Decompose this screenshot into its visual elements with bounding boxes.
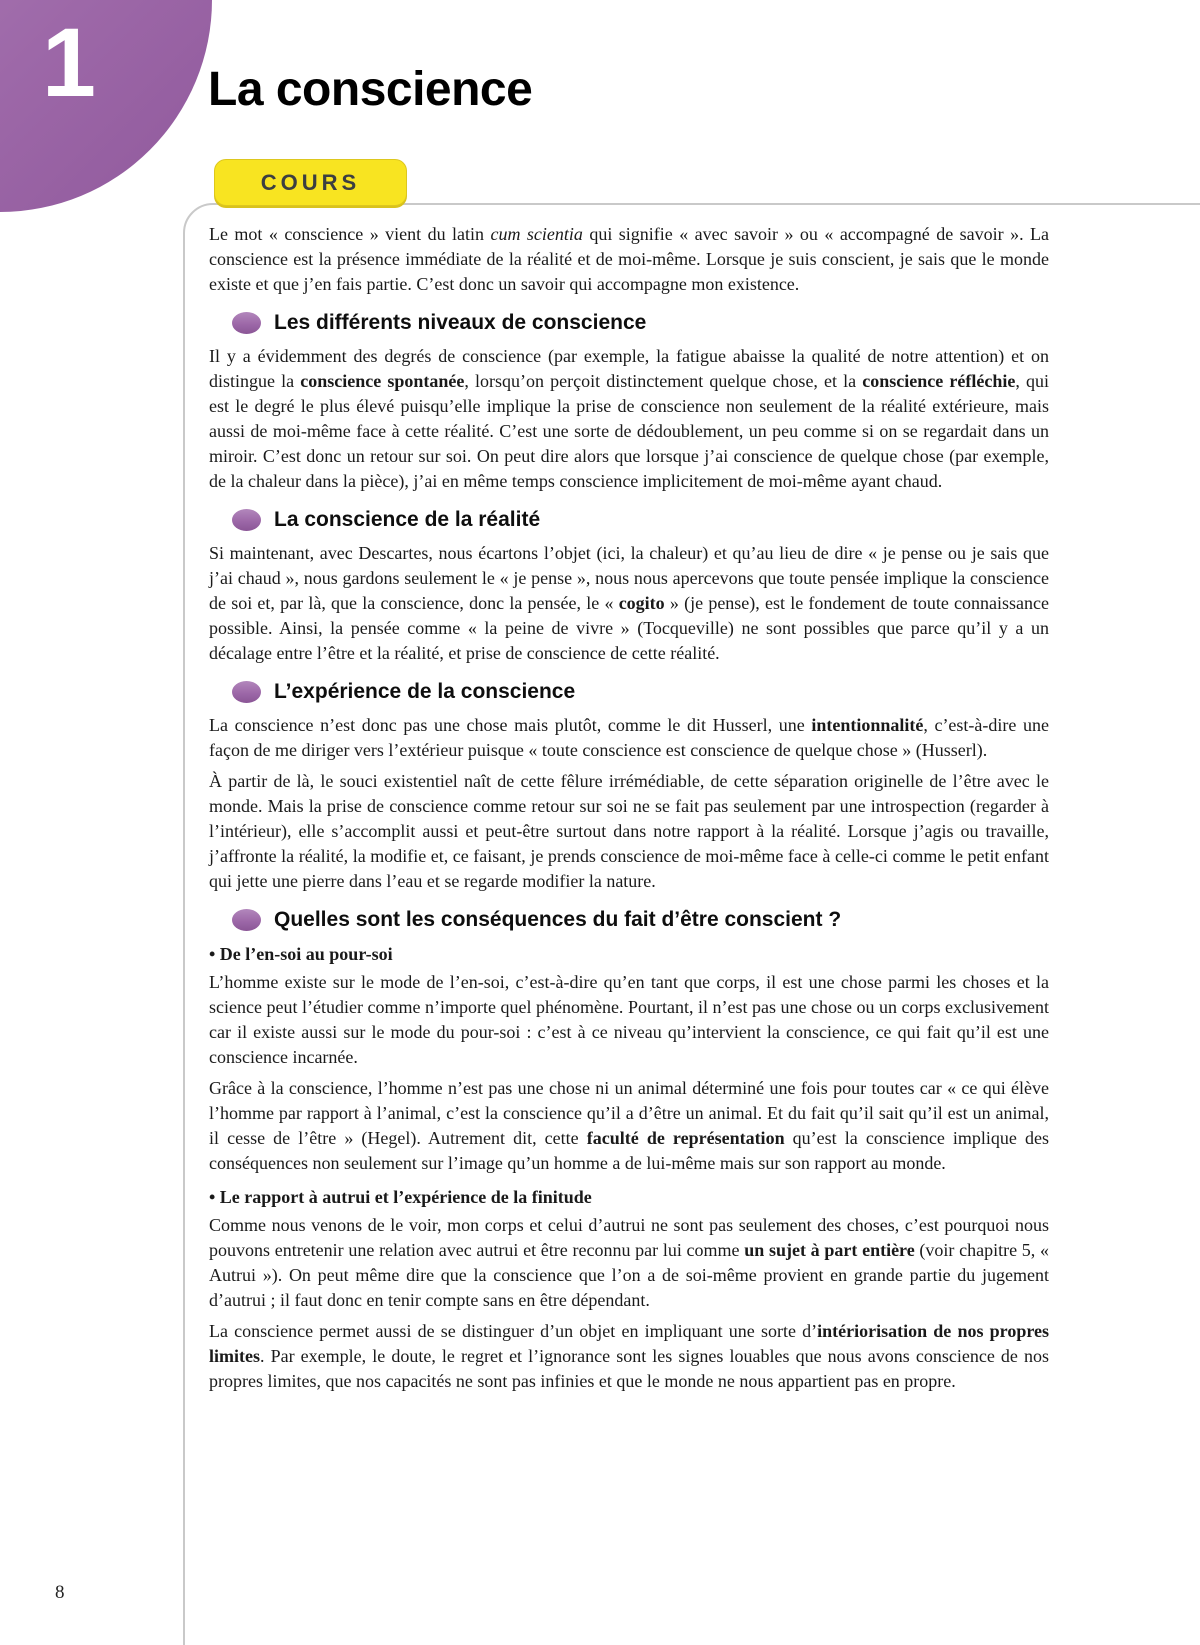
subheading: • Le rapport à autrui et l’expérience de la finitude xyxy=(209,1187,592,1207)
section-heading xyxy=(232,679,1049,705)
section-bullet-icon xyxy=(232,909,261,931)
content-box xyxy=(183,203,1200,1645)
paragraph: Grâce à la conscience, l’homme n’est pas une chose ni un animal déterminé une fois pour toutes car « ce qui élève l’homme par rapport à l’animal, c’est la conscience qu’il a d’être un animal. Et du fait qu’il sait qu’il est un animal, il cesse de l’être » (Hegel). Autrement dit, cette faculté de représentation qu’est la conscience implique des conséquences non seulement sur l’image qu’un homme a de lui-même mais sur son rapport au monde. xyxy=(209,1078,1049,1173)
section-heading-label: Quelles sont les conséquences du fait d’être conscient ? xyxy=(274,908,842,931)
section-bullet-icon xyxy=(232,681,261,703)
course-body xyxy=(185,205,1049,1394)
page-title: La conscience xyxy=(208,63,533,116)
paragraph: À partir de là, le souci existentiel naît de cette fêlure irrémédiable, de cette séparation originelle de l’être avec le monde. Mais la prise de conscience comme retour sur soi ne se fait pas seulement par une introspection (regarder à l’intérieur), elle s’accomplit aussi et peut-être surtout dans notre rapport à la réalité. Lorsque j’agis ou travaille, j’affronte la réalité, la modifie et, ce faisant, je prends conscience de moi-même face à celle-ci comme le petit enfant qui jette une pierre dans l’eau et se regarde modifier la nature. xyxy=(209,771,1049,891)
section-heading xyxy=(232,310,1049,336)
section-heading xyxy=(232,507,1049,533)
section-bullet-icon xyxy=(232,509,261,531)
paragraph: La conscience n’est donc pas une chose mais plutôt, comme le dit Husserl, une intentionnalité, c’est-à-dire une façon de me diriger vers l’extérieur puisque « toute conscience est conscience de quelque chose » (Husserl). xyxy=(209,715,1049,760)
section-heading-label: La conscience de la réalité xyxy=(274,508,541,531)
section-bullet-icon xyxy=(232,312,261,334)
paragraph: Le mot « conscience » vient du latin cum scientia qui signifie « avec savoir » ou « accompagné de savoir ». La conscience est la présence immédiate de la réalité et de moi-même. Lorsque je suis conscient, je sais que le monde existe et que j’en fais partie. C’est donc un savoir qui accompagne mon existence. xyxy=(209,224,1050,294)
section-heading-label: Les différents niveaux de conscience xyxy=(274,311,647,334)
paragraph: Il y a évidemment des degrés de conscience (par exemple, la fatigue abaisse la qualité de notre attention) et on distingue la conscience spontanée, lorsqu’on perçoit distinctement quelque chose, et la conscience réfléchie, qui est le degré le plus élevé puisqu’elle implique la prise de conscience non seulement de la réalité extérieure, mais aussi de moi-même face à cette réalité. C’est une sorte de dédoublement, un peu comme si on se regardait dans un miroir. C’est donc un retour sur soi. On peut dire alors que lorsque j’ai conscience de quelque chose (par exemple, de la chaleur dans la pièce), j’ai en même temps conscience implicitement de moi-même ayant chaud. xyxy=(209,346,1049,491)
cours-badge-label: COURS xyxy=(260,169,361,195)
section-heading-label: L’expérience de la conscience xyxy=(274,680,576,703)
chapter-corner-shape xyxy=(0,0,212,212)
paragraph: L’homme existe sur le mode de l’en-soi, c’est-à-dire qu’en tant que corps, il est une chose parmi les choses et la science peut l’étudier comme n’importe quel phénomène. Pourtant, il n’est pas une chose ou un corps exclusivement car il existe aussi sur le mode du pour-soi : c’est à ce niveau qu’intervient la conscience, ce qui fait qu’il est une conscience incarnée. xyxy=(209,972,1049,1067)
paragraph: Si maintenant, avec Descartes, nous écartons l’objet (ici, la chaleur) et qu’au lieu de dire « je pense ou je sais que j’ai chaud », nous gardons seulement le « je pense », nous nous apercevons que toute pensée implique la conscience de soi et, par là, que la conscience, donc la pensée, le « cogito » (je pense), est le fondement de toute connaissance possible. Ainsi, la pensée comme « la peine de vivre » (Tocqueville) ne sont possibles que parce qu’il y a un décalage entre l’être et la réalité, et prise de conscience de cette réalité. xyxy=(209,543,1049,663)
page-number: 8 xyxy=(55,1582,65,1603)
paragraph: Comme nous venons de le voir, mon corps et celui d’autrui ne sont pas seulement des choses, c’est pourquoi nous pouvons entretenir une relation avec autrui et être reconnu par lui comme un sujet à part entière (voir chapitre 5, « Autrui »). On peut même dire que la conscience que l’on a de soi-même provient en grande partie du jugement d’autrui ; il faut donc en tenir compte sans en être dépendant. xyxy=(209,1215,1049,1310)
section-heading xyxy=(232,907,1049,933)
subheading: • De l’en-soi au pour-soi xyxy=(209,944,393,964)
chapter-number: 1 xyxy=(42,8,96,117)
cours-badge xyxy=(214,159,407,206)
paragraph: La conscience permet aussi de se distinguer d’un objet en impliquant une sorte d’intériorisation de nos propres limites. Par exemple, le doute, le regret et l’ignorance sont les signes louables que nous avons conscience de nos propres limites, que nos capacités ne sont pas infinies et que le monde ne nous appartient pas en propre. xyxy=(209,1321,1049,1391)
